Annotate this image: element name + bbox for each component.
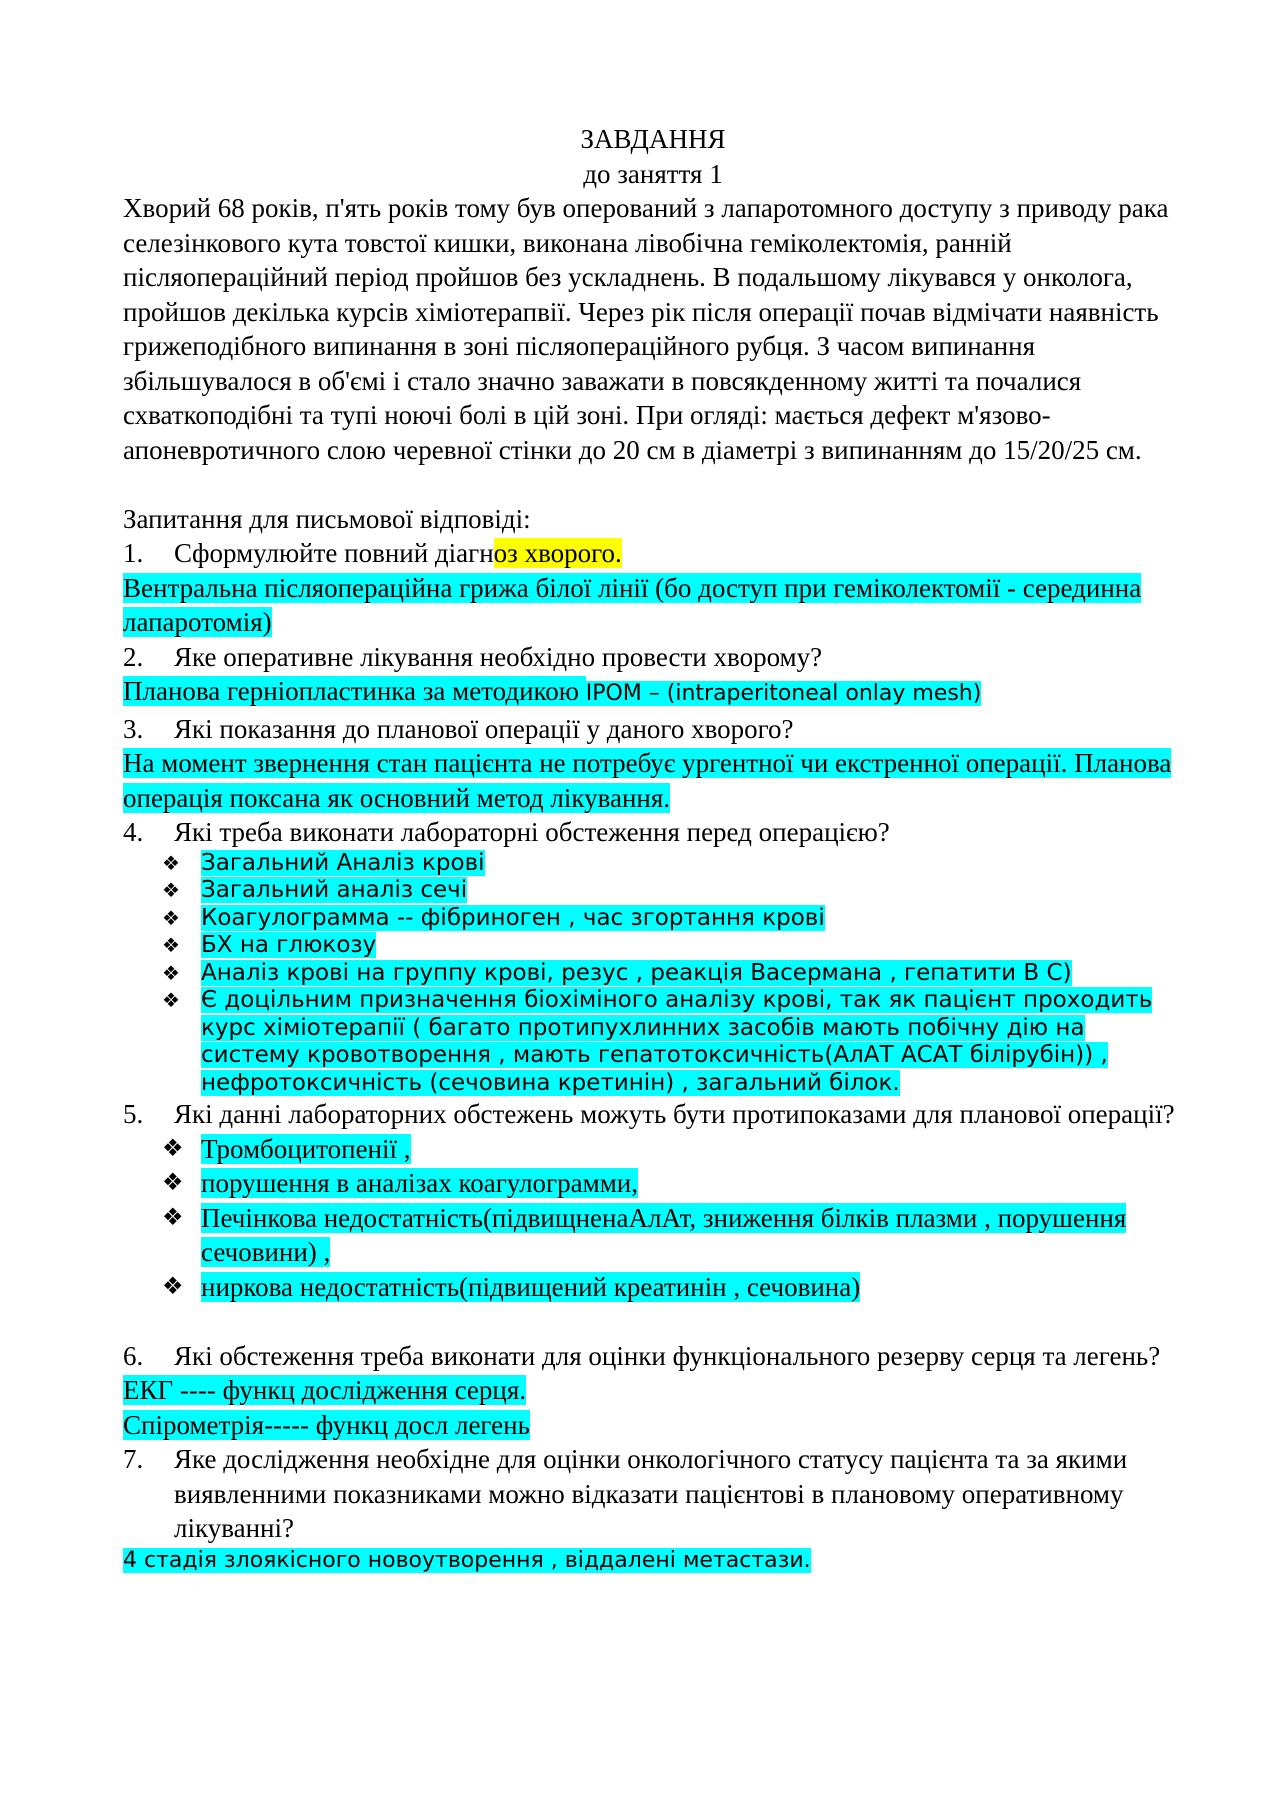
answer-text: 4 стадія злоякісного новоутворення , віддалені метастази.	[123, 1547, 811, 1573]
case-description: Хворий 68 років, п'ять років тому був оперований з лапаротомного доступу з приводу рака селезінкового кута товстої кишки, виконана лівобічна геміколектомія, ранній післяопераційний період пройшов без ускладнень. В подальшому лікувався у онколога, пройшов декілька курсів хіміотерапвії. Через рік після операції почав відмічати наявність грижеподібного випинання в зоні післяопераційного рубця. З часом випинання збільшувалося в об'ємі і стало значно заважати в повсякденному житті та почалися схваткоподібні та тупі ноючі болі в цій зоні. При огляді: мається дефект м'язово-апоневротичного слою черевної стінки до 20 см в діаметрі з випинанням до 15/20/25 см.	[123, 193, 1169, 465]
question-number: 3.	[123, 713, 144, 744]
diamond-bullet-icon: ❖	[162, 933, 180, 957]
question-text: Які треба виконати лабораторні обстеження перед операцією?	[174, 817, 890, 847]
question-text: Які показання до планової операції у даного хворого?	[174, 713, 794, 744]
question-text: Яке оперативне лікування необхідно провести хворому?	[174, 641, 823, 672]
question-5	[123, 1097, 1183, 1132]
diamond-bullet-icon: ❖	[162, 905, 180, 930]
list-item	[123, 1270, 1183, 1305]
list-item	[123, 987, 1183, 1097]
question-3	[123, 712, 1183, 747]
page-title: ЗАВДАННЯ	[580, 124, 726, 154]
question-6	[123, 1339, 1183, 1374]
answer-text: На момент звернення стан пацієнта не потребує ургентної чи екстренної операції. Планова операція поксана як основний метод лікування.	[123, 748, 1172, 813]
q4-bullet-list	[123, 850, 1183, 1098]
list-item-text: Загальний аналіз сечі	[201, 877, 468, 903]
diamond-bullet-icon: ❖	[162, 988, 180, 1012]
list-item	[123, 877, 1183, 905]
question-number: 1.	[123, 538, 144, 568]
diamond-bullet-icon: ❖	[162, 1204, 184, 1231]
list-item	[123, 1132, 1183, 1167]
list-item-text: Аналіз крові на группу крові, резус , реакція Васермана , гепатити В С)	[201, 959, 1072, 986]
list-item	[123, 905, 1183, 933]
diamond-bullet-icon: ❖	[162, 850, 180, 875]
answer-2	[123, 674, 1183, 712]
answer-text: Спірометрія----- функц досл легень	[123, 1409, 530, 1440]
list-item	[123, 932, 1183, 960]
page-subtitle: до заняття 1	[583, 158, 723, 189]
answer-6b	[123, 1408, 1183, 1443]
list-item-text: Є доцільним призначення біохіміного аналізу крові, так як пацієнт проходить курс хіміотерапії ( багато протипухлинних засобів мають побічну дію на систему кровотворення , мають гепатотоксичність(АлАТ АСАТ білірубін)) , нефротоксичність (сечовина кретинін) , загальний білок.	[201, 987, 1153, 1096]
answer-text: Вентральна післяопераційна грижа білої лінії (бо доступ при геміколектомії - серединна лапаротомія)	[123, 572, 1142, 637]
list-item-text: Загальний Аналіз крові	[201, 849, 485, 876]
question-7	[123, 1442, 1183, 1546]
list-item	[123, 960, 1183, 988]
question-number: 4.	[123, 817, 144, 847]
list-item-text: Тромбоцитопенії ,	[201, 1133, 411, 1164]
answer-text: Планова герніопластинка за методикою	[123, 676, 586, 706]
q5-bullet-list	[123, 1132, 1183, 1305]
answer-1	[123, 571, 1183, 640]
question-2	[123, 640, 1183, 675]
diamond-bullet-icon: ❖	[162, 878, 180, 902]
question-1	[123, 536, 1183, 571]
list-item-text: Печінкова недостатність(підвищненаАлАт, зниження білків плазми , порушення сечовини) ,	[201, 1202, 1127, 1267]
list-item	[123, 850, 1183, 878]
question-text: Які обстеження треба виконати для оцінки функціонального резерву серця та легень?	[174, 1340, 1161, 1371]
question-text: Які данні лабораторних обстежень можуть бути протипоказами для планової операції?	[174, 1099, 1175, 1129]
list-item-text: порушення в аналізах коагулограмми,	[201, 1168, 638, 1198]
question-4	[123, 815, 1183, 850]
list-item	[123, 1166, 1183, 1201]
list-item-text: Коагулограмма -- фібриноген , час згортання крові	[201, 904, 825, 931]
list-item	[123, 1201, 1183, 1270]
diamond-bullet-icon: ❖	[162, 1273, 184, 1300]
list-item-text: БХ на глюкозу	[201, 932, 377, 958]
question-number: 7.	[123, 1444, 144, 1474]
document-body	[123, 122, 1183, 1576]
diamond-bullet-icon: ❖	[162, 1170, 184, 1196]
questions-heading: Запитання для письмової відповіді:	[123, 503, 531, 534]
question-text-highlight: оз хворого.	[493, 538, 622, 568]
diamond-bullet-icon: ❖	[162, 960, 180, 985]
answer-7	[123, 1546, 1183, 1576]
answer-3	[123, 746, 1183, 815]
answer-6a	[123, 1373, 1183, 1408]
question-number: 6.	[123, 1340, 144, 1371]
list-item-text: ниркова недостатність(підвищений креатинін , сечовина)	[201, 1271, 861, 1302]
answer-text-sans: IPOM – (intraperitoneal onlay mesh)	[585, 681, 982, 706]
question-text: Сформулюйте повний діагн	[174, 538, 494, 568]
spacer	[123, 1304, 1183, 1339]
question-number: 5.	[123, 1099, 144, 1129]
answer-text: ЕКГ ---- функц дослідження серця.	[123, 1375, 527, 1405]
diamond-bullet-icon: ❖	[162, 1135, 184, 1162]
question-text: Яке дослідження необхідне для оцінки онкологічного статусу пацієнта та за якими виявленними показниками можно відказати пацієнтові в плановому оперативному лікуванні?	[174, 1444, 1128, 1543]
spacer	[123, 467, 1183, 502]
question-number: 2.	[123, 641, 144, 672]
